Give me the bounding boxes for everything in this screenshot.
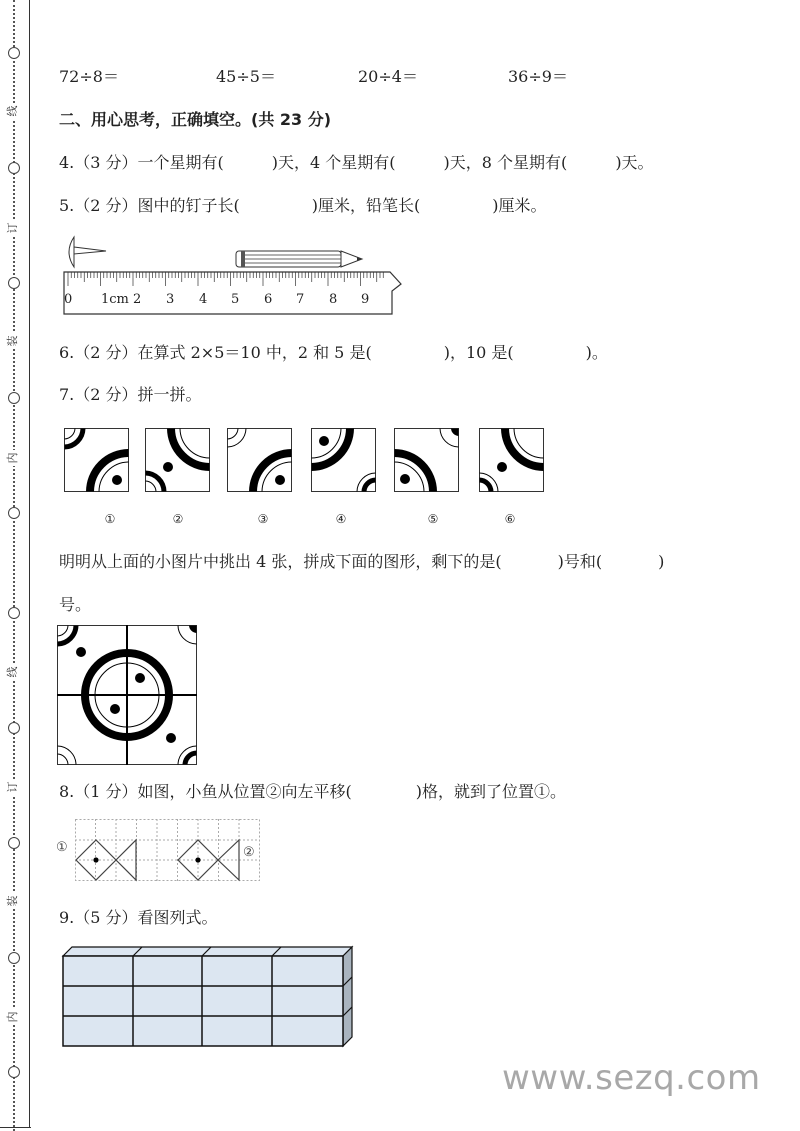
position-2-label: ② bbox=[243, 845, 255, 860]
binding-hole-icon bbox=[8, 952, 20, 964]
tile-label: ⑤ bbox=[427, 512, 439, 526]
ruler-labels bbox=[64, 292, 384, 310]
binding-hole-icon bbox=[8, 607, 20, 619]
tile-label: ① bbox=[104, 512, 116, 526]
nail-icon bbox=[69, 237, 106, 267]
ruler-label: 4 bbox=[199, 292, 208, 307]
fish-eye-icon bbox=[93, 857, 98, 862]
binding-hole-icon bbox=[8, 722, 20, 734]
binding-hole-icon bbox=[8, 162, 20, 174]
margin-label: 内 bbox=[5, 450, 21, 466]
tile-label: ③ bbox=[257, 512, 269, 526]
section-title: 二、用心思考，正确填空。(共 23 分) bbox=[59, 110, 332, 129]
margin-label: 装 bbox=[5, 893, 21, 909]
q7-text: )号和( bbox=[557, 552, 603, 571]
q4-text: )天，4 个星期有( bbox=[271, 153, 396, 172]
binding-hole-icon bbox=[8, 392, 20, 404]
margin-label: 装 bbox=[5, 333, 21, 349]
q4-text: )天，8 个星期有( bbox=[443, 153, 568, 172]
question-8 bbox=[59, 779, 566, 802]
question-6 bbox=[59, 340, 608, 363]
ruler-label: 8 bbox=[329, 292, 338, 307]
puzzle-tile-1 bbox=[64, 428, 129, 492]
q7-text: 明明从上面的小图片中挑出 4 张，拼成下面的图形，剩下的是( bbox=[59, 552, 502, 571]
calculation-item: 36÷9＝ bbox=[508, 67, 568, 86]
ruler-label: 5 bbox=[231, 292, 240, 307]
q7-text: ) bbox=[658, 552, 665, 571]
q6-text: 6.（2 分）在算式 2×5＝10 中，2 和 5 是( bbox=[59, 343, 372, 362]
puzzle-tile-4 bbox=[311, 428, 376, 492]
binding-hole-icon bbox=[8, 1066, 20, 1078]
q5-text: )厘米，铅笔长( bbox=[311, 196, 421, 215]
puzzle-tile-3 bbox=[227, 428, 292, 492]
ruler-label: 7 bbox=[296, 292, 305, 307]
margin-bottom-rule bbox=[0, 1127, 31, 1128]
ruler-label: 0 bbox=[64, 292, 73, 307]
margin-label: 订 bbox=[5, 779, 21, 795]
puzzle-tile-2 bbox=[145, 428, 210, 492]
q6-text: )，10 是( bbox=[443, 343, 514, 362]
margin-label: 内 bbox=[5, 1009, 21, 1025]
margin-rule bbox=[29, 0, 30, 1127]
ruler-label: 6 bbox=[264, 292, 273, 307]
binding-margin bbox=[0, 0, 31, 1131]
tile-label: ⑥ bbox=[504, 512, 516, 526]
q5-text: 5.（2 分）图中的钉子长( bbox=[59, 196, 240, 215]
fish-eye-icon bbox=[195, 857, 200, 862]
question-7-instruction bbox=[59, 549, 664, 572]
assembled-figure bbox=[57, 625, 197, 765]
fish-grid bbox=[75, 819, 260, 882]
binding-hole-icon bbox=[8, 277, 20, 289]
q8-text: 8.（1 分）如图，小鱼从位置②向左平移( bbox=[59, 782, 352, 801]
ruler-label: 2 bbox=[133, 292, 142, 307]
q4-text: 4.（3 分）一个星期有( bbox=[59, 153, 224, 172]
margin-label: 线 bbox=[5, 103, 21, 119]
tile-label: ④ bbox=[335, 512, 347, 526]
binding-hole-icon bbox=[8, 837, 20, 849]
margin-label: 订 bbox=[5, 220, 21, 236]
puzzle-tile-6 bbox=[479, 428, 544, 492]
calculation-item: 45÷5＝ bbox=[216, 67, 276, 86]
ruler-label: 9 bbox=[361, 292, 370, 307]
calculation-item: 20÷4＝ bbox=[358, 67, 418, 86]
question-4 bbox=[59, 150, 654, 173]
q6-text: )。 bbox=[585, 343, 608, 362]
puzzle-tile-5 bbox=[394, 428, 459, 492]
question-5 bbox=[59, 193, 547, 216]
block-stack-figure bbox=[60, 944, 356, 1054]
watermark: www.sezq.com bbox=[502, 1058, 761, 1098]
ruler-label: 1cm bbox=[101, 292, 129, 307]
q4-text: )天。 bbox=[615, 153, 654, 172]
margin-label: 线 bbox=[5, 664, 21, 680]
position-1-label: ① bbox=[56, 840, 68, 855]
q5-text: )厘米。 bbox=[492, 196, 547, 215]
ruler-label: 3 bbox=[166, 292, 175, 307]
calculation-item: 72÷8＝ bbox=[59, 67, 119, 86]
tile-label: ② bbox=[172, 512, 184, 526]
question-7: 7.（2 分）拼一拼。 bbox=[59, 385, 202, 404]
question-7-instruction-end: 号。 bbox=[59, 595, 92, 614]
binding-hole-icon bbox=[8, 507, 20, 519]
pencil-icon bbox=[236, 251, 362, 267]
binding-hole-icon bbox=[8, 47, 20, 59]
q8-text: )格，就到了位置①。 bbox=[415, 782, 567, 801]
question-9: 9.（5 分）看图列式。 bbox=[59, 908, 218, 927]
